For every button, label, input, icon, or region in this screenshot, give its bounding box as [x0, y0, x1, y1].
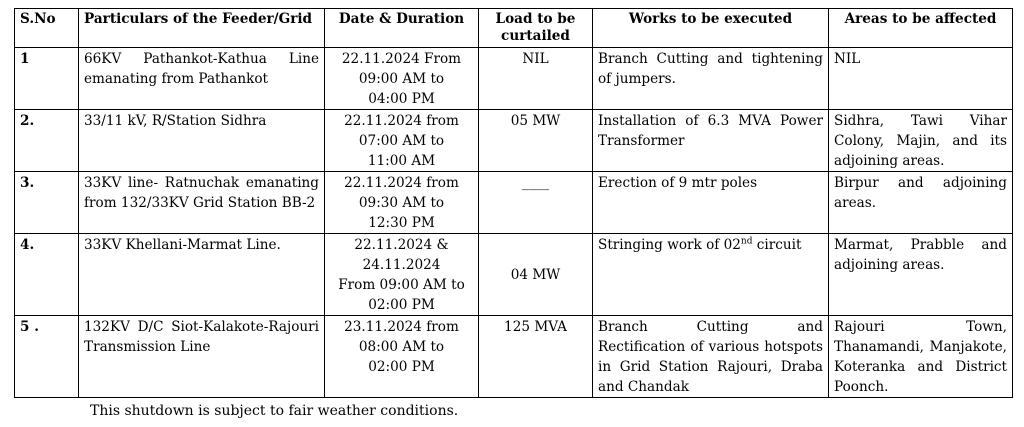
row-areas: Rajouri Town, Thanamandi, Manjakote, Koteranka and District Poonch.: [829, 316, 1013, 398]
row-load: 125 MVA: [479, 316, 593, 398]
row-particulars: 132KV D/C Siot-Kalakote-Rajouri Transmission Line: [79, 316, 325, 398]
row-date: [325, 316, 479, 398]
date-line: 12:30 PM: [368, 215, 435, 231]
row-date: [325, 172, 479, 234]
date-line: 22.11.2024 from: [344, 113, 459, 129]
table-row: [15, 48, 1013, 110]
date-line: 22.11.2024 From: [341, 51, 462, 67]
date-line: 08:00 AM to: [358, 339, 445, 355]
row-sno: 3.: [15, 172, 79, 234]
date-line: 22.11.2024 from: [344, 175, 459, 191]
table-row: [15, 316, 1013, 398]
header-sno: S.No: [15, 9, 79, 48]
header-works: Works to be executed: [593, 9, 829, 48]
row-sno: 5 .: [15, 316, 79, 398]
header-particulars: Particulars of the Feeder/Grid: [79, 9, 325, 48]
row-sno: 2.: [15, 110, 79, 172]
row-date: [325, 48, 479, 110]
header-load-curtailed: Load to be curtailed: [479, 9, 593, 48]
date-line: 09:00 AM to: [358, 71, 445, 87]
row-works: Branch Cutting and tightening of jumpers.: [593, 48, 829, 110]
row-sno: 1: [15, 48, 79, 110]
row-date: [325, 110, 479, 172]
row-works: Erection of 9 mtr poles: [593, 172, 829, 234]
date-line: 02:00 PM: [368, 359, 435, 375]
row-load: NIL: [479, 48, 593, 110]
table-row: [15, 110, 1013, 172]
row-areas: NIL: [829, 48, 1013, 110]
ordinal-suffix: nd: [740, 236, 753, 247]
header-areas: Areas to be affected: [829, 9, 1013, 48]
row-areas: Sidhra, Tawi Vihar Colony, Majin, and its adjoining areas.: [829, 110, 1013, 172]
date-line: 09:30 AM to: [358, 195, 445, 211]
row-works: Installation of 6.3 MVA Power Transformer: [593, 110, 829, 172]
row-date: [325, 234, 479, 316]
row-load: ____: [479, 172, 593, 234]
date-line: 23.11.2024 from: [344, 319, 459, 335]
row-load: 05 MW: [479, 110, 593, 172]
row-particulars: 33/11 kV, R/Station Sidhra: [79, 110, 325, 172]
date-line: 11:00 AM: [367, 153, 436, 169]
row-load: 04 MW: [479, 234, 593, 316]
row-areas: Birpur and adjoining areas.: [829, 172, 1013, 234]
table-row: [15, 234, 1013, 316]
header-date-duration: Date & Duration: [325, 9, 479, 48]
works-text: circuit: [752, 237, 802, 253]
row-sno: 4.: [15, 234, 79, 316]
row-particulars: 33KV line- Ratnuchak emanating from 132/33KV Grid Station BB-2: [79, 172, 325, 234]
date-line: From 09:00 AM to: [338, 277, 465, 293]
date-line: 24.11.2024: [362, 257, 441, 273]
date-line: 07:00 AM to: [358, 133, 445, 149]
row-works: [593, 234, 829, 316]
weather-note: This shutdown is subject to fair weather conditions.: [90, 403, 459, 419]
table-row: [15, 172, 1013, 234]
shutdown-schedule-table: [14, 8, 1013, 398]
row-works: Branch Cutting and Rectification of various hotspots in Grid Station Rajouri, Draba and Chandak: [593, 316, 829, 398]
date-line: 04:00 PM: [368, 91, 435, 107]
date-line: 22.11.2024 &: [354, 237, 449, 253]
date-line: 02:00 PM: [368, 297, 435, 313]
row-particulars: 66KV Pathankot-Kathua Line emanating from Pathankot: [79, 48, 325, 110]
row-areas: Marmat, Prabble and adjoining areas.: [829, 234, 1013, 316]
row-particulars: 33KV Khellani-Marmat Line.: [79, 234, 325, 316]
works-text: Stringing work of 02: [598, 237, 741, 253]
header-row: [15, 9, 1013, 48]
